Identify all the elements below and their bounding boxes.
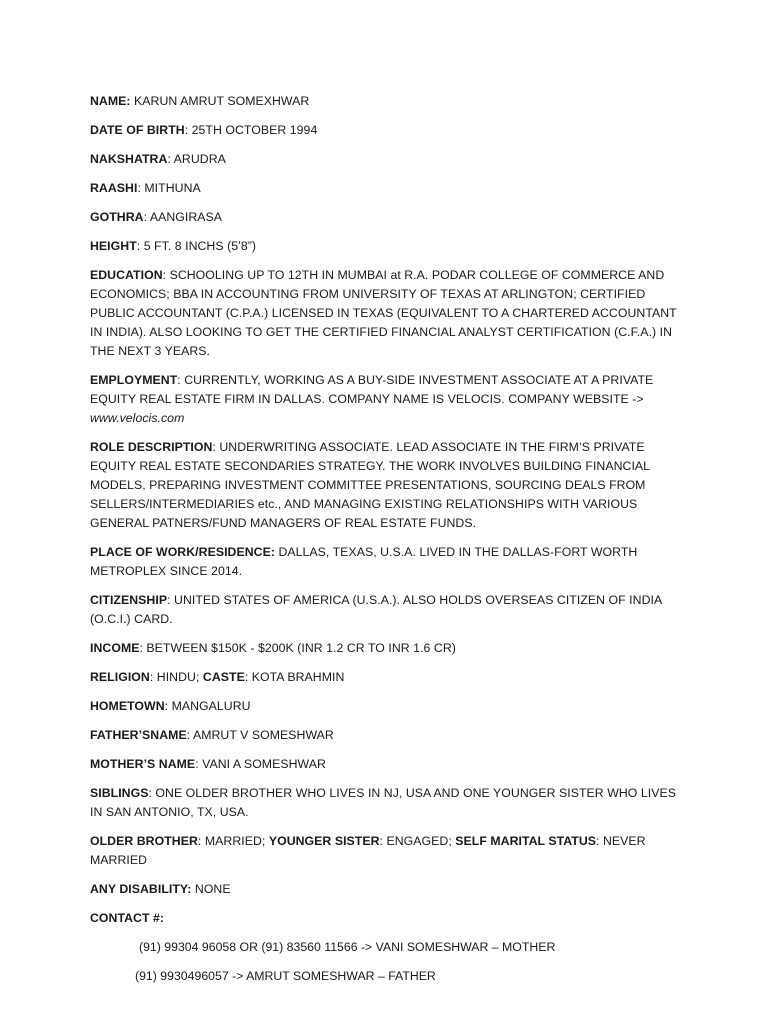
- field-value: : AANGIRASA: [143, 210, 223, 224]
- field-label: HOMETOWN: [90, 699, 165, 713]
- field-siblings: [90, 784, 678, 822]
- field-label: YOUNGER SISTER: [268, 834, 380, 848]
- field-nakshatra: [90, 150, 678, 169]
- field-place-of-work: [90, 543, 678, 581]
- field-value: : ARUDRA: [167, 152, 226, 166]
- field-value: : UNITED STATES OF AMERICA (U.S.A.). ALSO HOLDS OVERSEAS CITIZEN OF INDIA (O.C.I.) CARD.: [90, 593, 662, 626]
- field-label: FATHER’SNAME: [90, 728, 187, 742]
- field-value: : CURRENTLY, WORKING AS A BUY-SIDE INVESTMENT ASSOCIATE AT A PRIVATE EQUITY REAL ESTATE FIRM IN DALLAS. COMPANY NAME IS VELOCIS. COMPANY WEBSITE ->: [90, 373, 654, 406]
- field-value: : MITHUNA: [137, 181, 201, 195]
- field-label: DATE OF BIRTH: [90, 123, 185, 137]
- field-employment: [90, 371, 678, 428]
- field-value: : 25TH OCTOBER 1994: [184, 123, 318, 137]
- contact-line-father: (91) 9930496057 -> AMRUT SOMESHWAR – FATHER: [135, 969, 436, 983]
- field-contact: [90, 909, 678, 928]
- field-label: HEIGHT: [90, 239, 137, 253]
- field-value: : ONE OLDER BROTHER WHO LIVES IN NJ, USA AND ONE YOUNGER SISTER WHO LIVES IN SAN ANTONIO, TX, USA.: [90, 786, 676, 819]
- field-value: : NEVER MARRIED: [90, 834, 646, 867]
- field-value: DALLAS, TEXAS, U.S.A. LIVED IN THE DALLAS-FORT WORTH METROPLEX SINCE 2014.: [90, 545, 638, 578]
- field-education: [90, 266, 678, 361]
- field-value: : KOTA BRAHMIN: [244, 670, 345, 684]
- field-label: CITIZENSHIP: [90, 593, 168, 607]
- field-label: ANY DISABILITY:: [90, 882, 192, 896]
- field-value: : BETWEEN $150K - $200K (INR 1.2 CR TO INR 1.6 CR): [139, 641, 456, 655]
- field-label: INCOME: [90, 641, 140, 655]
- field-value: : HINDU;: [149, 670, 203, 684]
- field-hometown: [90, 697, 678, 716]
- field-label: PLACE OF WORK/RESIDENCE:: [90, 545, 275, 559]
- field-label: GOTHRA: [90, 210, 144, 224]
- field-mother-name: [90, 755, 678, 774]
- field-height: [90, 237, 678, 256]
- field-label: OLDER BROTHER: [90, 834, 198, 848]
- field-value: : MARRIED;: [197, 834, 269, 848]
- field-label: NAME:: [90, 94, 131, 108]
- field-value: KARUN AMRUT SOMEXHWAR: [130, 94, 310, 108]
- field-gothra: [90, 208, 678, 227]
- field-label: RELIGION: [90, 670, 150, 684]
- field-label: CASTE: [202, 670, 245, 684]
- field-raashi: [90, 179, 678, 198]
- field-value: : AMRUT V SOMESHWAR: [186, 728, 334, 742]
- field-father-name: [90, 726, 678, 745]
- field-label: MOTHER’S NAME: [90, 757, 196, 771]
- field-value: : SCHOOLING UP TO 12TH IN MUMBAI at R.A. PODAR COLLEGE OF COMMERCE AND ECONOMICS; BBA IN ACCOUNTING FROM UNIVERSITY OF TEXAS AT ARLINGTON; CERTIFIED PUBLIC ACCOUNTANT (C.P.A.) LICENSED IN TEXAS (EQUIVALENT TO A CHARTERED ACCOUNTANT IN INDIA). ALSO LOOKING TO GET THE CERTIFIED FINANCIAL ANALYST CERTIFICATION (C.F.A.) IN THE NEXT 3 YEARS.: [90, 268, 677, 358]
- field-role-description: [90, 438, 678, 533]
- field-value: : ENGAGED;: [379, 834, 456, 848]
- field-date-of-birth: [90, 121, 678, 140]
- field-value: : MANGALURU: [164, 699, 251, 713]
- field-value: : UNDERWRITING ASSOCIATE. LEAD ASSOCIATE IN THE FIRM’S PRIVATE EQUITY REAL ESTATE SECONDARIES STRATEGY. THE WORK INVOLVES BUILDING FINANCIAL MODELS, PREPARING INVESTMENT COMMITTEE PRESENTATIONS, SOURCING DEALS FROM SELLERS/INTERMEDIARIES etc., AND MANAGING EXISTING RELATIONSHIPS WITH VARIOUS GENERAL PATNERS/FUND MANAGERS OF REAL ESTATE FUNDS.: [90, 440, 650, 530]
- field-label: SIBLINGS: [90, 786, 149, 800]
- field-label: ROLE DESCRIPTION: [90, 440, 213, 454]
- field-value: NONE: [191, 882, 231, 896]
- field-label: NAKSHATRA: [90, 152, 168, 166]
- field-label: CONTACT #:: [90, 911, 165, 925]
- field-marital-status: [90, 832, 678, 870]
- field-label: EDUCATION: [90, 268, 163, 282]
- field-label: EMPLOYMENT: [90, 373, 178, 387]
- field-name: [90, 92, 678, 111]
- field-disability: [90, 880, 678, 899]
- field-value: : 5 FT. 8 INCHS (5’8”): [136, 239, 257, 253]
- field-label: RAASHI: [90, 181, 138, 195]
- field-label: SELF MARITAL STATUS: [455, 834, 597, 848]
- field-income: [90, 639, 678, 658]
- contact-line-mother: (91) 99304 96058 OR (91) 83560 11566 -> VANI SOMESHWAR – MOTHER: [139, 940, 556, 954]
- field-citizenship: [90, 591, 678, 629]
- company-website: www.velocis.com: [90, 411, 185, 425]
- field-religion-caste: [90, 668, 678, 687]
- field-value: : VANI A SOMESHWAR: [195, 757, 326, 771]
